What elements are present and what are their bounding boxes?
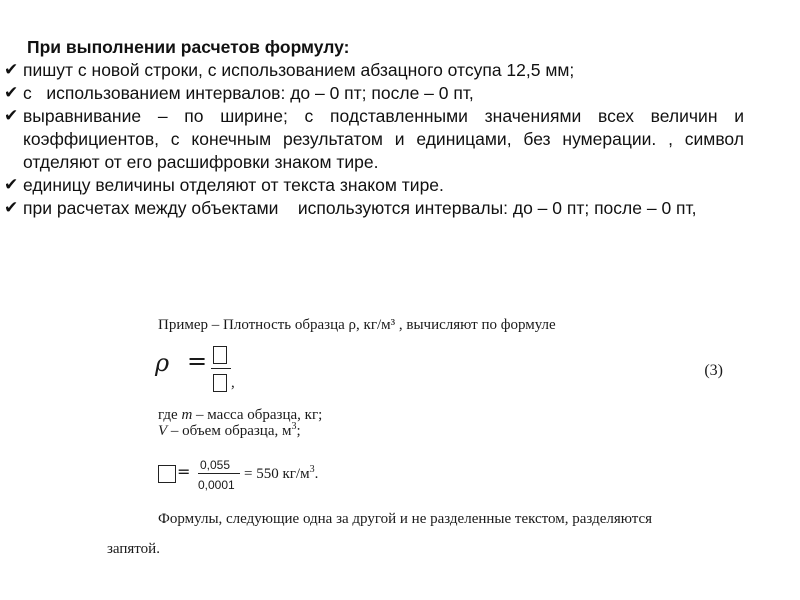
example-intro: Пример – Плотность образца ρ, кг/м³ , вычисляют по формуле	[158, 317, 556, 333]
rule-text: при расчетах между объектами используются интервалы: до – 0 пт; после – 0 пт,	[23, 198, 697, 218]
calc-numerator: 0,055	[200, 458, 231, 472]
rules-block	[4, 36, 744, 220]
calculation-formula	[158, 456, 458, 496]
missing-glyph-box-icon	[213, 374, 227, 392]
missing-glyph-box-icon	[213, 346, 227, 364]
checkmark-icon: ✔	[4, 83, 19, 103]
checkmark-icon: ✔	[4, 60, 19, 80]
rule-text: с использованием интервалов: до – 0 пт; после – 0 пт,	[23, 83, 474, 103]
rule-item	[4, 82, 744, 105]
where-line-mass: где m – масса образца, кг;	[158, 407, 323, 423]
rule-item	[4, 174, 744, 197]
rule-item	[4, 197, 744, 220]
checkmark-icon: ✔	[4, 198, 19, 218]
calc-equals: =	[177, 462, 191, 481]
equation-number: (3)	[704, 362, 723, 379]
rule-item	[4, 105, 744, 174]
fraction-bar	[211, 368, 231, 369]
calc-result: = 550 $кг/м^3$.	[244, 464, 319, 482]
rule-text: пишут с новой строки, с использованием абзацного отсупа 12,5 мм;	[23, 60, 575, 80]
formula-lhs: ρ	[155, 349, 170, 377]
calc-fraction-bar	[198, 473, 240, 474]
checkmark-icon: ✔	[4, 106, 19, 126]
missing-glyph-box-icon	[158, 465, 176, 483]
rule-item	[4, 59, 744, 82]
rules-heading: При выполнении расчетов формулу:	[27, 37, 350, 57]
closing-line-2: запятой.	[107, 541, 160, 557]
formula-comma: ,	[231, 375, 235, 391]
closing-line-1: Формулы, следующие одна за другой и не разделенные текстом, разделяются	[158, 511, 653, 527]
calc-denominator: 0,0001	[198, 478, 235, 492]
density-formula	[155, 346, 455, 400]
where-line-volume: V – объем образца, $м^3$;	[158, 421, 301, 439]
formula-equals: =	[187, 347, 208, 375]
rule-text: единицу величины отделяют от текста знаком тире.	[23, 175, 444, 195]
checkmark-icon: ✔	[4, 175, 19, 195]
rule-text: выравнивание – по ширине; с подставленными значениями всех величин и коэффициентов, с конечным результатом и единицами, без нумерации. , символ отделяют от его расшифровки знаком тире.	[23, 106, 744, 172]
